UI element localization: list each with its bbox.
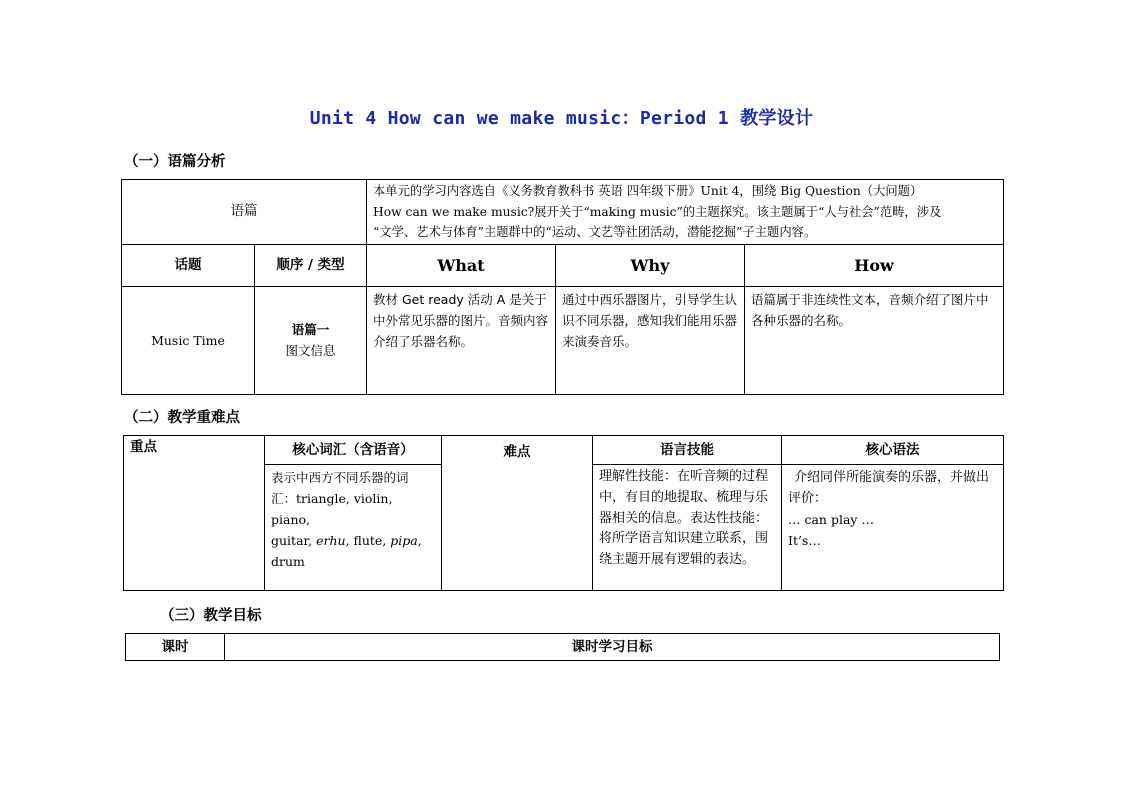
section-heading-discourse-analysis: （一）语篇分析 <box>124 154 226 170</box>
key-point-label: 重点 <box>124 436 265 591</box>
vocab-erhu: erhu <box>316 533 346 548</box>
what-cell: 教材 Get ready 活动 A 是关于中外常见乐器的图片。音频内容介绍了乐器名称。 <box>367 286 556 394</box>
order-line-2: 图文信息 <box>285 343 336 358</box>
header-what: What <box>367 244 556 286</box>
vocab-line-1: 表示中西方不同乐器的词 <box>271 470 409 485</box>
order-line-1: 语篇一 <box>291 322 330 337</box>
vocab-guitar: guitar, <box>271 533 317 548</box>
grammar-line-3: It’s… <box>788 533 821 548</box>
vocab-line-3 <box>271 530 435 551</box>
vocab-flute: , flute, <box>345 533 391 548</box>
header-core-vocab: 核心词汇（含语音） <box>265 436 442 465</box>
discourse-line-1: 本单元的学习内容选自《义务教育教科书 英语 四年级下册》Unit 4，围绕 Big Question（大问题） <box>373 184 923 198</box>
topic-cell: Music Time <box>122 286 255 394</box>
key-points-table <box>123 435 1004 591</box>
grammar-line-1: 介绍同伴所能演奏的乐器，并做出评价： <box>788 470 990 506</box>
why-cell: 通过中西乐器图片，引导学生认识不同乐器，感知我们能用乐器来演奏音乐。 <box>556 286 745 394</box>
header-why: Why <box>556 244 745 286</box>
discourse-label: 语篇 <box>122 180 367 245</box>
page-title: Unit 4 How can we make music：Period 1 教学设计 <box>309 108 814 129</box>
vocab-comma: , <box>417 533 422 548</box>
discourse-line-2: How can we make music?展开关于“making music”的主题探究。该主题属于“人与社会”范畴，涉及 <box>373 204 942 219</box>
header-order-type: 顺序 / 类型 <box>255 244 367 286</box>
discourse-line-3: “文学、艺术与体育”主题群中的“运动、文艺等社团活动，潜能挖掘”子主题内容。 <box>373 225 817 239</box>
language-skills-cell: 理解性技能：在听音频的过程中，有目的地提取、梳理与乐器相关的信息。表达性技能：将所学语言知识建立联系，围绕主题开展有逻辑的表达。 <box>593 465 782 591</box>
header-language-skills: 语言技能 <box>593 436 782 465</box>
core-grammar-cell <box>782 465 1004 591</box>
objectives-table <box>125 633 1000 661</box>
vocab-line-2 <box>271 488 435 530</box>
how-cell: 语篇属于非连续性文本，音频介绍了图片中各种乐器的名称。 <box>745 286 1004 394</box>
header-how: How <box>745 244 1004 286</box>
section-heading-teaching-objectives: （三）教学目标 <box>160 608 262 624</box>
section-heading-key-difficult-points: （二）教学重难点 <box>124 410 240 426</box>
vocab-pipa: pipa <box>390 533 418 548</box>
lesson-header: 课时 <box>126 634 225 661</box>
grammar-line-2: … can play … <box>788 512 874 527</box>
discourse-analysis-table <box>121 179 1004 395</box>
difficult-point-label: 难点 <box>442 436 593 591</box>
order-type-cell <box>255 286 367 394</box>
header-topic: 话题 <box>122 244 255 286</box>
vocab-line-4: drum <box>271 554 305 569</box>
discourse-description <box>367 180 1004 245</box>
vocab-line-2-text: 汇：triangle, violin, piano, <box>271 491 393 527</box>
header-core-grammar: 核心语法 <box>782 436 1004 465</box>
core-vocab-cell <box>265 465 442 591</box>
objectives-header: 课时学习目标 <box>225 634 1000 661</box>
